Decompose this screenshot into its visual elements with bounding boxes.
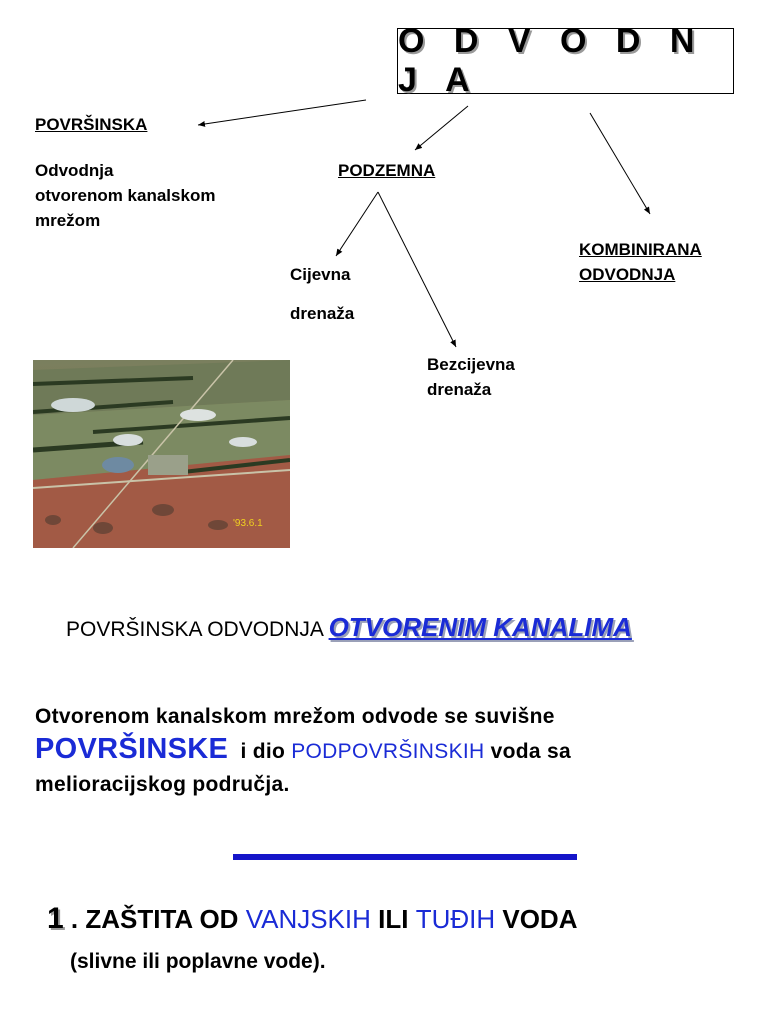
- photo-date-stamp: '93.6.1: [233, 518, 263, 529]
- arrow-to-bezcijevna: [378, 192, 456, 347]
- item-text-1: . ZAŠTITA OD: [63, 904, 246, 934]
- label-podzemna: PODZEMNA: [338, 161, 436, 180]
- arrow-to-podzemna: [415, 106, 468, 150]
- para-blue-word: PODPOVRŠINSKIH: [291, 740, 485, 763]
- item-blue-2: TUĐIH: [415, 904, 496, 934]
- label-povrsinska: POVRŠINSKA: [35, 115, 148, 134]
- arrow-to-cijevna: [336, 192, 378, 256]
- para-big-word: POVRŠINSKE: [35, 733, 229, 765]
- desc-line-2: otvorenom kanalskom: [35, 186, 216, 205]
- povrsinska-description: [35, 158, 215, 233]
- numbered-item: [47, 902, 577, 936]
- section-emphasis: OTVORENIM KANALIMA: [328, 612, 632, 642]
- item-subtitle: (slivne ili poplavne vode).: [70, 950, 326, 973]
- arrow-to-kombinirana: [590, 113, 650, 214]
- desc-line-1: Odvodnja: [35, 161, 114, 180]
- label-cijevna-2: drenaža: [290, 304, 355, 323]
- desc-line-3: mrežom: [35, 211, 101, 230]
- item-text-3: VODA: [495, 904, 578, 934]
- item-text-2: ILI: [370, 904, 416, 934]
- item-number: 1: [47, 902, 64, 935]
- para-line-2: [35, 733, 735, 768]
- page-title: O D V O D N J A: [398, 22, 705, 99]
- item-blue-1: VANJSKIH: [245, 904, 371, 934]
- kombinirana-line-2: ODVODNJA: [579, 265, 676, 284]
- para-mid: i dio: [228, 740, 292, 763]
- description-paragraph: [35, 700, 735, 801]
- label-bezcijevna: [427, 352, 515, 402]
- bezcijevna-line-1: Bezcijevna: [427, 355, 515, 374]
- label-cijevna-1: Cijevna: [290, 265, 351, 284]
- kombinirana-line-1: KOMBINIRANA: [579, 240, 702, 259]
- para-end: voda sa: [484, 740, 571, 763]
- para-line-1: Otvorenom kanalskom mrežom odvode se suvišne: [35, 705, 555, 728]
- section-heading: [66, 612, 632, 643]
- aerial-photo: [33, 360, 290, 548]
- divider: [233, 854, 577, 860]
- bezcijevna-line-2: drenaža: [427, 380, 492, 399]
- para-line-3: melioracijskog područja.: [35, 773, 290, 796]
- arrow-to-povrsinska: [198, 100, 366, 125]
- label-kombinirana: [579, 237, 702, 287]
- section-prefix: POVRŠINSKA ODVODNJA: [66, 618, 329, 641]
